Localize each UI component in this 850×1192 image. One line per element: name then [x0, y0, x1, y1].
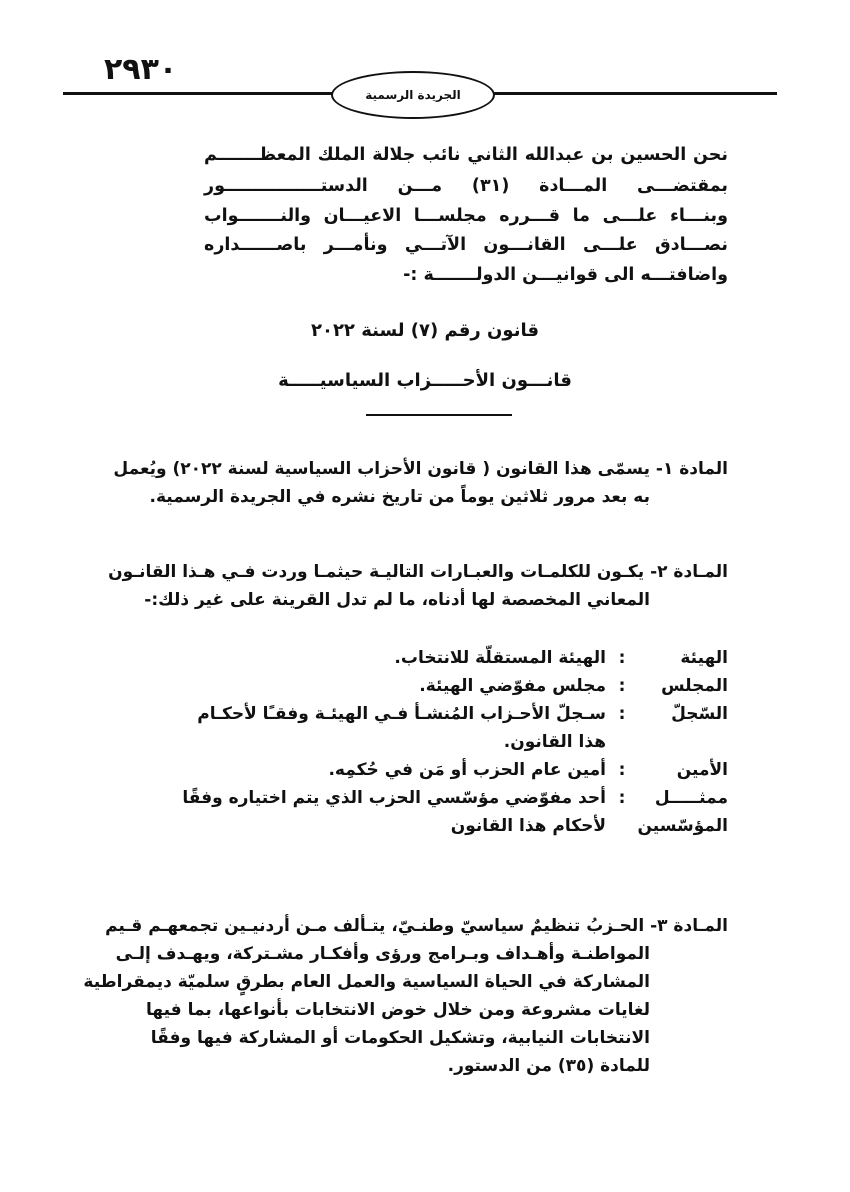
title-rule — [366, 414, 512, 416]
definition-term: الأمين — [676, 760, 728, 780]
definition-text: هذا القانون. — [503, 732, 606, 752]
definition-row — [88, 700, 728, 756]
gazette-name: الجريدة الرسمية — [365, 88, 461, 102]
article-line: لغايات مشروعة ومن خلال خوض الانتخابات بأنواعها، بما فيها — [146, 1000, 650, 1020]
definition-term: المجلس — [661, 676, 728, 696]
definition-text: سـجلّ الأحـزاب المُنشـأ فـي الهيئـة وفقـًا لأحكـام — [197, 704, 606, 724]
page-number: ٢٩٣٠ — [104, 52, 178, 87]
article-line: المواطنـة وأهـداف وبـرامج ورؤى وأفكـار مشـتركة، ويهـدف إلـى — [115, 944, 650, 964]
definition-colon: : — [618, 760, 626, 780]
article-line: المـادة ٢- يكـون للكلمـات والعبـارات التاليـة حيثمـا وردت فـي هـذا القانـون — [108, 562, 728, 582]
definition-text: الهيئة المستقلّة للانتخاب. — [394, 648, 606, 668]
definition-text: لأحكام هذا القانون — [450, 816, 606, 836]
gazette-name-badge — [331, 71, 495, 119]
definition-term: السّجلّ — [671, 704, 728, 724]
definition-text: أحد مفوّضي مؤسّسي الحزب الذي يتم اختياره وفقًا — [182, 788, 606, 808]
definitions-list — [88, 644, 728, 840]
definition-row — [88, 756, 728, 784]
article-line: الانتخابات النيابية، وتشكيل الحكومات أو المشاركة فيها وفقًا — [150, 1028, 650, 1048]
definition-colon: : — [618, 648, 626, 668]
article-line: به بعد مرور ثلاثين يوماً من تاريخ نشره في الجريدة الرسمية. — [149, 487, 650, 507]
preamble-line: وبنـــاء علـــى ما قـــرره مجلســـا الاعيـــان والنـــــــواب — [204, 206, 728, 226]
article-2 — [88, 558, 728, 614]
definition-colon: : — [618, 676, 626, 696]
article-line: للمادة (٣٥) من الدستور. — [447, 1056, 650, 1076]
definition-text: مجلس مفوّضي الهيئة. — [419, 676, 606, 696]
definition-term: المؤسّسين — [637, 816, 728, 836]
definition-row — [88, 812, 728, 840]
article-line: المـادة ٣- الحـزبُ تنظيمٌ سياسيّ وطنـيّ، يتـألف مـن أردنيـين تجمعهـم قـيم — [105, 916, 728, 936]
definition-row — [88, 784, 728, 812]
definition-colon: : — [618, 704, 626, 724]
definition-colon: : — [618, 788, 626, 808]
law-number-title: قانون رقم (٧) لسنة ٢٠٢٢ — [310, 320, 540, 341]
definition-colon — [606, 812, 638, 840]
definition-row — [88, 672, 728, 700]
article-line: المادة ١- يسمّى هذا القانون ( قانون الأحزاب السياسية لسنة ٢٠٢٢) ويُعمل — [113, 459, 728, 479]
law-name: قانـــون الأحـــــزاب السياسيـــــة — [278, 370, 572, 391]
preamble-line: بمقتضـــى المـــادة (٣١) مـــن الدستــــــــــــــــور — [204, 176, 728, 196]
definition-term: ممثـــــل — [654, 788, 728, 808]
article-line: المعاني المخصصة لها أدناه، ما لم تدل القرينة على غير ذلك:- — [144, 590, 650, 610]
article-line: المشاركة في الحياة السياسية والعمل العام بطرقٍ سلميّة ديمقراطية — [83, 972, 650, 992]
definition-text: أمين عام الحزب أو مَن في حُكمِه. — [328, 760, 606, 780]
article-3 — [83, 912, 728, 1080]
definition-row — [88, 644, 728, 672]
definition-term: الهيئة — [680, 648, 728, 668]
preamble-line: نصـــادق علـــى القانـــون الآتـــي ونأمـــر باصــــــداره — [204, 235, 728, 255]
preamble-line: نحن الحسين بن عبدالله الثاني نائب جلالة الملك المعظـــــــم — [204, 145, 728, 165]
article-1 — [88, 455, 728, 511]
preamble-line: واضافتـــه الى قوانيـــن الدولـــــــة :- — [403, 265, 728, 285]
